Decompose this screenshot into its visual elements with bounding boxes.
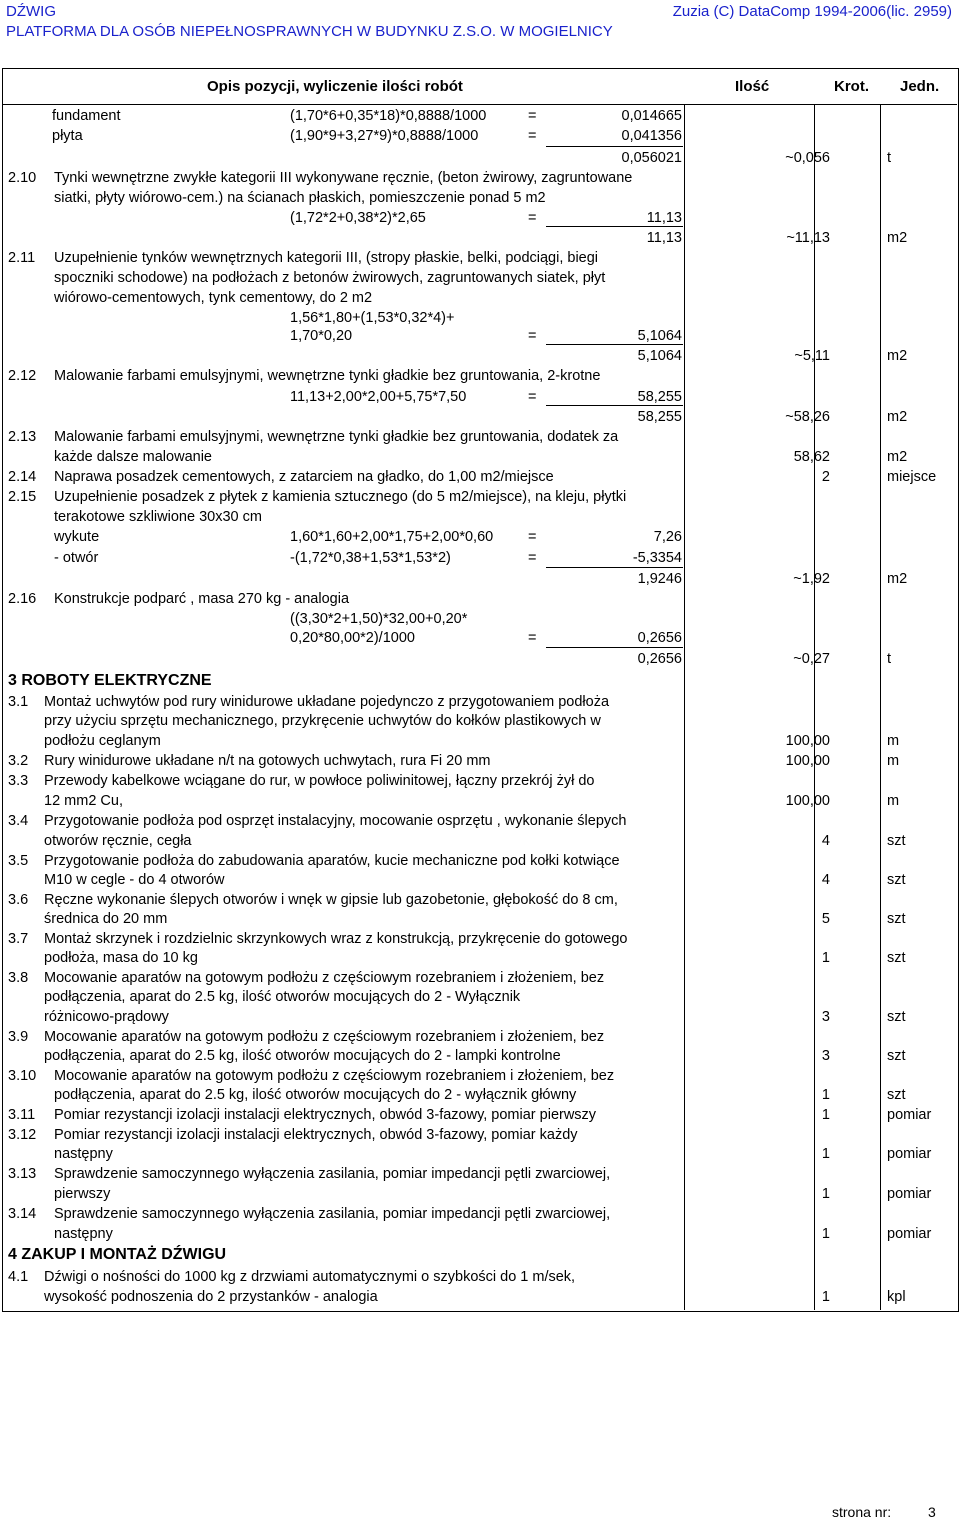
table-line: 4 bbox=[821, 833, 830, 849]
table-line: Malowanie farbami emulsyjnymi, wewnętrzne tynki gładkie bez gruntowania, 2-krotne bbox=[54, 368, 601, 384]
table-line: = bbox=[528, 128, 537, 144]
table-line: 1 bbox=[821, 1087, 830, 1103]
table-line: 0,041356 bbox=[621, 128, 682, 144]
table-line: 0,2656 bbox=[637, 630, 682, 646]
table-line: = bbox=[528, 108, 537, 124]
table-line: szt bbox=[887, 950, 906, 966]
table-line: podłoża, masa do 10 kg bbox=[44, 950, 198, 966]
table-line: 1,60*1,60+2,00*1,75+2,00*0,60 bbox=[290, 529, 494, 545]
table-line: Przygotowanie podłoża pod osprzęt instalacyjny, mocowanie osprzętu , wykonanie ślepych bbox=[44, 813, 627, 829]
table-line: szt bbox=[887, 1048, 906, 1064]
table-line: pomiar bbox=[887, 1226, 932, 1242]
table-line: Mocowanie aparatów na gotowym podłożu z częściowym rozebraniem i złożeniem, bez bbox=[54, 1068, 615, 1084]
table-line: Sprawdzenie samoczynnego wyłączenia zasilania, pomiar impedancji pętli zwarciowej, bbox=[54, 1206, 611, 1222]
table-line: podłączenia, aparat do 2.5 kg, ilość otworów mocujących do 2 - Wyłącznik bbox=[44, 989, 521, 1005]
table-line: 1 bbox=[821, 950, 830, 966]
table-line: 11,13+2,00*2,00+5,75*7,50 bbox=[290, 389, 467, 405]
table-line: Mocowanie aparatów na gotowym podłożu z częściowym rozebraniem i złożeniem, bez bbox=[44, 970, 605, 986]
table-line: -(1,72*0,38+1,53*1,53*2) bbox=[290, 550, 451, 566]
table-line: podłączenia, aparat do 2.5 kg, ilość otworów mocujących do 2 - lampki kontrolne bbox=[44, 1048, 561, 1064]
column-divider bbox=[684, 104, 685, 1310]
table-line: Uzupełnienie tynków wewnętrznych kategorii III, (stropy płaskie, belki, podciągi, biegi bbox=[54, 250, 599, 266]
table-line: 11,13 bbox=[646, 230, 682, 246]
table-line: m2 bbox=[887, 571, 908, 587]
table-line: = bbox=[528, 529, 537, 545]
table-line: ~1,92 bbox=[793, 571, 830, 587]
table-line: 1 bbox=[821, 1146, 830, 1162]
calc-underline bbox=[546, 567, 683, 568]
table-line: wysokość podnoszenia do 2 przystanków - analogia bbox=[44, 1289, 378, 1305]
table-line: Dźwigi o nośności do 1000 kg z drzwiami automatycznymi o szybkości do 1 m/sek, bbox=[44, 1269, 576, 1285]
table-line: m2 bbox=[887, 409, 908, 425]
table-line: Przewody kabelkowe wciągane do rur, w powłoce poliwinitowej, łączny przekrój żył do bbox=[44, 773, 595, 789]
table-line: 1 bbox=[821, 1226, 830, 1242]
table-line: = bbox=[528, 328, 537, 344]
table-header bbox=[2, 68, 957, 105]
table-line: różnicowo-prądowy bbox=[44, 1009, 169, 1025]
table-line: szt bbox=[887, 1009, 906, 1025]
table-line: 3.7 bbox=[8, 931, 29, 947]
table-line: Uzupełnienie posadzek z płytek z kamienia sztucznego (do 5 m2/miejsce), na kleju, płytki bbox=[54, 489, 627, 505]
page-footer bbox=[832, 1504, 936, 1520]
table-line: 3.14 bbox=[8, 1206, 37, 1222]
table-line: 2.13 bbox=[8, 429, 37, 445]
table-line: 5 bbox=[821, 911, 830, 927]
table-line: spoczniki schodowe) na podłożach z betonów żwirowych, zagruntowanych siatek, płyt bbox=[54, 270, 606, 286]
table-line: t bbox=[887, 150, 892, 166]
column-header-unit: Jedn. bbox=[900, 78, 940, 95]
table-line: 2.12 bbox=[8, 368, 37, 384]
table-line: następny bbox=[54, 1146, 113, 1162]
table-line: M10 w cegle - do 4 otworów bbox=[44, 872, 225, 888]
table-line: Pomiar rezystancji izolacji instalacji elektrycznych, obwód 3-fazowy, pomiar każdy bbox=[54, 1127, 578, 1143]
calc-underline bbox=[546, 405, 683, 406]
section-heading: 3 ROBOTY ELEKTRYCZNE bbox=[8, 672, 212, 689]
table-line: m2 bbox=[887, 348, 908, 364]
table-line: szt bbox=[887, 833, 906, 849]
table-line: siatki, płyty wiórowo-cem.) na ścianach płaskich, pomieszczenie ponad 5 m2 bbox=[54, 190, 546, 206]
document-header bbox=[6, 2, 613, 42]
table-line: (1,72*2+0,38*2)*2,65 bbox=[290, 210, 426, 226]
table-line: pierwszy bbox=[54, 1186, 111, 1202]
table-line: = bbox=[528, 550, 537, 566]
table-line: Mocowanie aparatów na gotowym podłożu z częściowym rozebraniem i złożeniem, bez bbox=[44, 1029, 605, 1045]
project-title: DŹWIG bbox=[6, 3, 56, 20]
table-line: ~58,26 bbox=[785, 409, 830, 425]
table-line: 4.1 bbox=[8, 1269, 29, 1285]
table-line: 1 bbox=[821, 1186, 830, 1202]
table-line: 2.11 bbox=[8, 250, 36, 266]
table-line: m2 bbox=[887, 449, 908, 465]
table-line: Ręczne wykonanie ślepych otworów i wnęk w gipsie lub gazobetonie, głębokość do 8 cm, bbox=[44, 892, 618, 908]
table-line: szt bbox=[887, 911, 906, 927]
table-line: 2.15 bbox=[8, 489, 37, 505]
table-line: Pomiar rezystancji izolacji instalacji elektrycznych, obwód 3-fazowy, pomiar pierwszy bbox=[54, 1107, 597, 1123]
table-line: 3.3 bbox=[8, 773, 29, 789]
table-line: 3.5 bbox=[8, 853, 29, 869]
table-line: otworów ręcznie, cegła bbox=[44, 833, 192, 849]
table-line: 3.9 bbox=[8, 1029, 29, 1045]
table-line: - otwór bbox=[54, 550, 99, 566]
table-line: m bbox=[887, 753, 900, 769]
table-line: 1 bbox=[821, 1289, 830, 1305]
column-divider bbox=[814, 104, 815, 1310]
table-line: Konstrukcje podparć , masa 270 kg - analogia bbox=[54, 591, 350, 607]
table-line: 3.6 bbox=[8, 892, 29, 908]
table-line: (1,70*6+0,35*18)*0,8888/1000 bbox=[290, 108, 487, 124]
column-header-description: Opis pozycji, wyliczenie ilości robót bbox=[207, 78, 463, 95]
table-line: 100,00 bbox=[785, 793, 830, 809]
calc-underline bbox=[546, 226, 683, 227]
table-line: Montaż uchwytów pod rury winidurowe układane pojedynczo z przygotowaniem podłoża bbox=[44, 694, 610, 710]
table-line: Montaż skrzynek i rozdzielnic skrzynkowych wraz z konstrukcją, przykręcenie do gotowego bbox=[44, 931, 628, 947]
table-line: fundament bbox=[52, 108, 121, 124]
table-line: ~11,13 bbox=[786, 230, 830, 246]
table-line: (1,90*9+3,27*9)*0,8888/1000 bbox=[290, 128, 479, 144]
table-line: 1,56*1,80+(1,53*0,32*4)+ bbox=[290, 310, 455, 326]
table-line: średnica do 20 mm bbox=[44, 911, 168, 927]
table-line: 3.13 bbox=[8, 1166, 37, 1182]
table-line: 1 bbox=[821, 1107, 830, 1123]
table-line: 100,00 bbox=[785, 753, 830, 769]
table-line: pomiar bbox=[887, 1107, 932, 1123]
table-line: 3 bbox=[821, 1009, 830, 1025]
table-line: podłączenia, aparat do 2.5 kg, ilość otworów mocujących do 2 - wyłącznik główny bbox=[54, 1087, 577, 1103]
table-line: 0,20*80,00*2)/1000 bbox=[290, 630, 415, 646]
table-line: = bbox=[528, 630, 537, 646]
table-line: m2 bbox=[887, 230, 908, 246]
table-line: miejsce bbox=[887, 469, 937, 485]
table-line: 0,056021 bbox=[621, 150, 682, 166]
table-line: szt bbox=[887, 872, 906, 888]
table-line: 12 mm2 Cu, bbox=[44, 793, 123, 809]
column-divider bbox=[880, 104, 881, 1310]
table-line: kpl bbox=[887, 1289, 906, 1305]
section-heading: 4 ZAKUP I MONTAŻ DŹWIGU bbox=[8, 1246, 227, 1263]
table-line: 1,70*0,20 bbox=[290, 328, 353, 344]
table-line: m bbox=[887, 793, 900, 809]
table-line: ~5,11 bbox=[794, 348, 830, 364]
table-line: Malowanie farbami emulsyjnymi, wewnętrzne tynki gładkie bez gruntowania, dodatek za bbox=[54, 429, 619, 445]
table-line: 100,00 bbox=[785, 733, 830, 749]
table-line: 3.12 bbox=[8, 1127, 37, 1143]
calc-underline bbox=[546, 146, 683, 147]
table-line: przy użyciu sprzętu mechanicznego, przykręcenie uchwytów do kołków plastikowych w bbox=[44, 713, 601, 729]
table-line: ((3,30*2+1,50)*32,00+0,20* bbox=[290, 611, 468, 627]
table-line: ~0,056 bbox=[785, 150, 830, 166]
calc-underline bbox=[546, 647, 683, 648]
table-line: 58,62 bbox=[793, 449, 830, 465]
column-header-multiplier: Krot. bbox=[834, 78, 869, 95]
table-line: -5,3354 bbox=[632, 550, 682, 566]
table-line: 3.8 bbox=[8, 970, 29, 986]
project-subtitle: PLATFORMA DLA OSÓB NIEPEŁNOSPRAWNYCH W BUDYNKU Z.S.O. W MOGIELNICY bbox=[6, 23, 613, 40]
table-line: każde dalsze malowanie bbox=[54, 449, 212, 465]
table-line: 4 bbox=[821, 872, 830, 888]
column-header-quantity: Ilość bbox=[735, 78, 770, 95]
table-line: pomiar bbox=[887, 1186, 932, 1202]
table-line: 7,26 bbox=[653, 529, 682, 545]
table-line: 5,1064 bbox=[637, 348, 682, 364]
table-line: 2.14 bbox=[8, 469, 37, 485]
table-line: wykute bbox=[54, 529, 100, 545]
table-line: ~0,27 bbox=[793, 651, 830, 667]
table-line: 3.2 bbox=[8, 753, 29, 769]
table-line: 11,13 bbox=[646, 210, 682, 226]
table-line: 3.11 bbox=[8, 1107, 36, 1123]
table-line: 1,9246 bbox=[637, 571, 682, 587]
table-line: 3 bbox=[821, 1048, 830, 1064]
table-line: = bbox=[528, 389, 537, 405]
table-line: t bbox=[887, 651, 892, 667]
table-line: = bbox=[528, 210, 537, 226]
table-line: Tynki wewnętrzne zwykłe kategorii III wykonywane ręcznie, (beton żwirowy, zagruntowane bbox=[54, 170, 633, 186]
table-line: szt bbox=[887, 1087, 906, 1103]
calc-underline bbox=[546, 344, 683, 345]
table-line: 2 bbox=[821, 469, 830, 485]
table-line: podłożu ceglanym bbox=[44, 733, 161, 749]
table-line: 2.16 bbox=[8, 591, 37, 607]
table-line: m bbox=[887, 733, 900, 749]
table-line: 58,255 bbox=[637, 389, 682, 405]
table-line: następny bbox=[54, 1226, 113, 1242]
table-line: 58,255 bbox=[637, 409, 682, 425]
table-line: 0,2656 bbox=[637, 651, 682, 667]
table-line: terakotowe szkliwione 30x30 cm bbox=[54, 509, 262, 525]
table-line: 3.1 bbox=[8, 694, 29, 710]
table-line: pomiar bbox=[887, 1146, 932, 1162]
table-line: 5,1064 bbox=[637, 328, 682, 344]
table-line: 0,014665 bbox=[621, 108, 682, 124]
table-line: 2.10 bbox=[8, 170, 37, 186]
table-line: Naprawa posadzek cementowych, z zatarciem na gładko, do 1,00 m2/miejsce bbox=[54, 469, 554, 485]
table-line: Sprawdzenie samoczynnego wyłączenia zasilania, pomiar impedancji pętli zwarciowej, bbox=[54, 1166, 611, 1182]
table-line: Przygotowanie podłoża do zabudowania aparatów, kucie mechaniczne pod kołki kotwiące bbox=[44, 853, 620, 869]
page-number: 3 bbox=[928, 1504, 936, 1520]
table-line: 3.4 bbox=[8, 813, 29, 829]
table-line: 3.10 bbox=[8, 1068, 37, 1084]
software-credit: Zuzia (C) DataComp 1994-2006(lic. 2959) bbox=[672, 3, 952, 20]
table-line: płyta bbox=[52, 128, 83, 144]
table-line: Rury winidurowe układane n/t na gotowych uchwytach, rura Fi 20 mm bbox=[44, 753, 491, 769]
table-line: wiórowo-cementowych, tynk cementowy, do 2 m2 bbox=[54, 290, 373, 306]
page-label: strona nr: bbox=[832, 1504, 892, 1520]
